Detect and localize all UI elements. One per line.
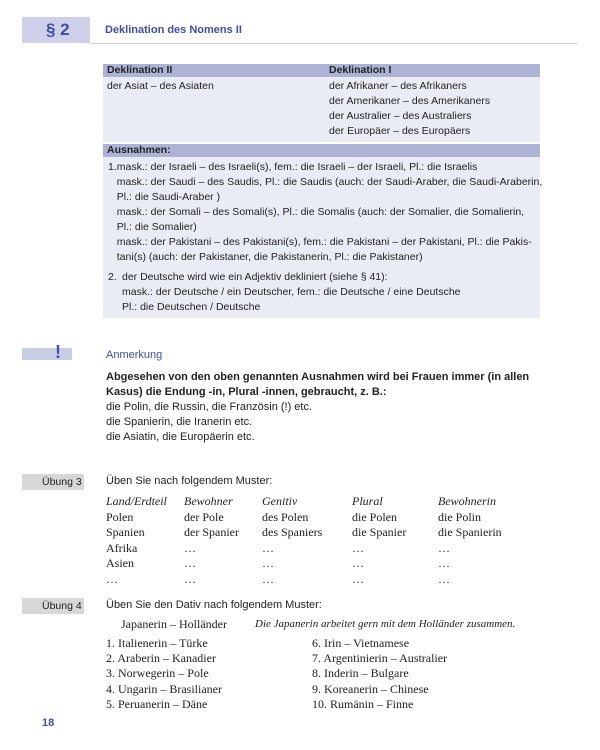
exercise-3-cell: … <box>438 540 450 555</box>
declension-col1-header: Deklination II <box>107 64 173 76</box>
exercise-3-cell: die Spanier <box>352 525 407 539</box>
exception-line: mask.: der Pakistani – des Pakistani(s), fem.: die Pakistani – der Pakistani, Pl.: die Pakis- <box>116 236 532 248</box>
exercise-3-cell: Afrika <box>106 540 138 555</box>
note-bar <box>22 348 72 360</box>
declension-col2-header: Deklination I <box>329 64 392 76</box>
exercise-3-table <box>106 494 518 587</box>
declension-header <box>103 64 540 77</box>
exception-line: Pl.: die Deutschen / Deutsche <box>122 301 261 313</box>
exercise-4-instruction: Üben Sie den Dativ nach folgendem Muster: <box>106 599 322 611</box>
list-item: 7. Argentinierin – Australier <box>312 651 448 666</box>
note-line: Abgesehen von den oben genannten Ausnahmen wird bei Frauen immer (in allen <box>106 371 530 383</box>
exception-item <box>103 265 540 315</box>
exercise-3-cell: … <box>352 571 364 586</box>
exercise-4-right-column <box>312 636 512 712</box>
exception-line: Pl.: die Saudi-Araber ) <box>116 191 221 203</box>
note-line: die Asiatin, die Europäerin etc. <box>106 431 255 443</box>
exercise-4-list <box>106 636 512 712</box>
exercise-3-column-header: Bewohner <box>184 494 233 508</box>
declension-cell: der Europäer – des Europäers <box>329 125 471 137</box>
exercise-3-cell: … <box>106 571 118 586</box>
exercise-3-cell: … <box>262 571 274 586</box>
exercise-4-tab: Übung 4 <box>22 598 84 614</box>
exercise-3-cell: Spanien <box>106 525 145 539</box>
exercise-3-column-header: Land/Erdteil <box>106 494 167 508</box>
section-number: § 2 <box>22 17 90 43</box>
exercise-3-instruction: Üben Sie nach folgendem Muster: <box>106 475 273 487</box>
declension-col1 <box>103 79 325 139</box>
exception-line: Pl.: die Somalier) <box>116 221 197 233</box>
list-item: 5. Peruanerin – Däne <box>106 696 208 711</box>
exceptions-header: Ausnahmen: <box>103 144 540 157</box>
exercise-3-cell: des Spaniers <box>262 525 323 539</box>
exercise-4-example-pair: Japanerin – Holländer <box>121 617 227 631</box>
exercise-3-column-header: Plural <box>352 494 383 508</box>
exercise-3-column-header: Bewohnerin <box>438 494 496 508</box>
exercise-3-cell: … <box>262 540 274 555</box>
list-item: 3. Norwegerin – Pole <box>106 666 209 681</box>
declension-cell: der Amerikaner – des Amerikaners <box>329 95 491 107</box>
exception-line: tani(s) (auch: der Pakistaner, die Pakistanerin, Pl.: die Pakistaner) <box>116 251 423 263</box>
exercise-3-cell: … <box>438 556 450 570</box>
exercise-3-cell: … <box>184 571 196 586</box>
exercise-3-cell: … <box>352 540 364 555</box>
declension-table <box>103 64 540 142</box>
list-item: 6. Irin – Vietnamese <box>312 636 410 650</box>
exercise-3-cell: … <box>352 556 364 570</box>
note-title: Anmerkung <box>106 349 163 361</box>
declension-col2 <box>325 79 540 139</box>
note-line: die Polin, die Russin, die Französin (!) etc. <box>106 401 313 413</box>
exercise-3-cell: Polen <box>106 509 134 524</box>
note-line: die Spanierin, die Iranerin etc. <box>106 416 253 428</box>
exception-item <box>103 157 543 265</box>
declension-cell: der Asiat – des Asiaten <box>107 80 214 92</box>
list-item: 2. Araberin – Kanadier <box>106 651 216 666</box>
exception-line: der Deutsche wird wie ein Adjektiv dekliniert (siehe § 41): <box>122 271 388 283</box>
exercise-3-cell: Asien <box>106 556 134 570</box>
list-item: 8. Inderin – Bulgare <box>312 666 409 681</box>
exercise-3-column-header: Genitiv <box>262 494 298 508</box>
exercise-3-cell: … <box>262 556 274 570</box>
list-item: 9. Koreanerin – Chinese <box>312 681 429 696</box>
header-divider <box>91 43 577 44</box>
exception-number: 1. <box>108 161 117 173</box>
page-number: 18 <box>42 717 55 729</box>
exercise-3-cell: die Polen <box>352 509 397 524</box>
exercise-3-cell: die Polin <box>438 509 482 524</box>
list-item: 4. Ungarin – Brasilianer <box>106 681 222 696</box>
exception-line: mask.: der Deutsche / ein Deutscher, fem.: die Deutsche / eine Deutsche <box>122 286 461 298</box>
exception-line: mask.: der Israeli – des Israeli(s), fem.: die Israeli – der Israeli, Pl.: die Israelis <box>116 161 478 173</box>
exceptions-box <box>103 144 543 318</box>
exercise-4-example-sentence: Die Japanerin arbeitet gern mit dem Holländer zusammen. <box>255 618 516 630</box>
exception-line: mask.: der Saudi – des Saudis, Pl.: die Saudis (auch: der Saudi-Araber, die Saudi-Araberin, <box>116 176 543 188</box>
exception-number: 2. <box>108 271 117 283</box>
exercise-3-cell: der Pole <box>184 509 224 524</box>
exercise-3-cell: die Spanierin <box>438 525 502 539</box>
exercise-3-cell: … <box>184 540 196 555</box>
exercise-3-cell: der Spanier <box>184 525 239 539</box>
declension-cell: der Afrikaner – des Afrikaners <box>329 80 467 92</box>
exercise-3-tab: Übung 3 <box>22 474 84 490</box>
declension-body <box>103 77 540 142</box>
exception-line: mask.: der Somali – des Somali(s), Pl.: die Somalis (auch: der Somalier, die Somalierin, <box>116 206 525 218</box>
note-body <box>106 370 546 445</box>
list-item: 1. Italienerin – Türke <box>106 636 208 650</box>
list-item: 10. Rumänin – Finne <box>312 696 414 711</box>
declension-cell: der Australier – des Australiers <box>329 110 472 122</box>
exercise-3-cell: … <box>184 556 196 570</box>
page-title: Deklination des Nomens II <box>105 24 242 36</box>
exercise-4-left-column <box>106 636 312 712</box>
exercise-3-cell: des Polen <box>262 509 309 524</box>
exercise-3-cell: … <box>438 571 450 586</box>
exclamation-icon: ! <box>55 342 61 362</box>
note-line: Kasus) die Endung -in, Plural -innen, gebraucht, z. B.: <box>106 386 387 398</box>
